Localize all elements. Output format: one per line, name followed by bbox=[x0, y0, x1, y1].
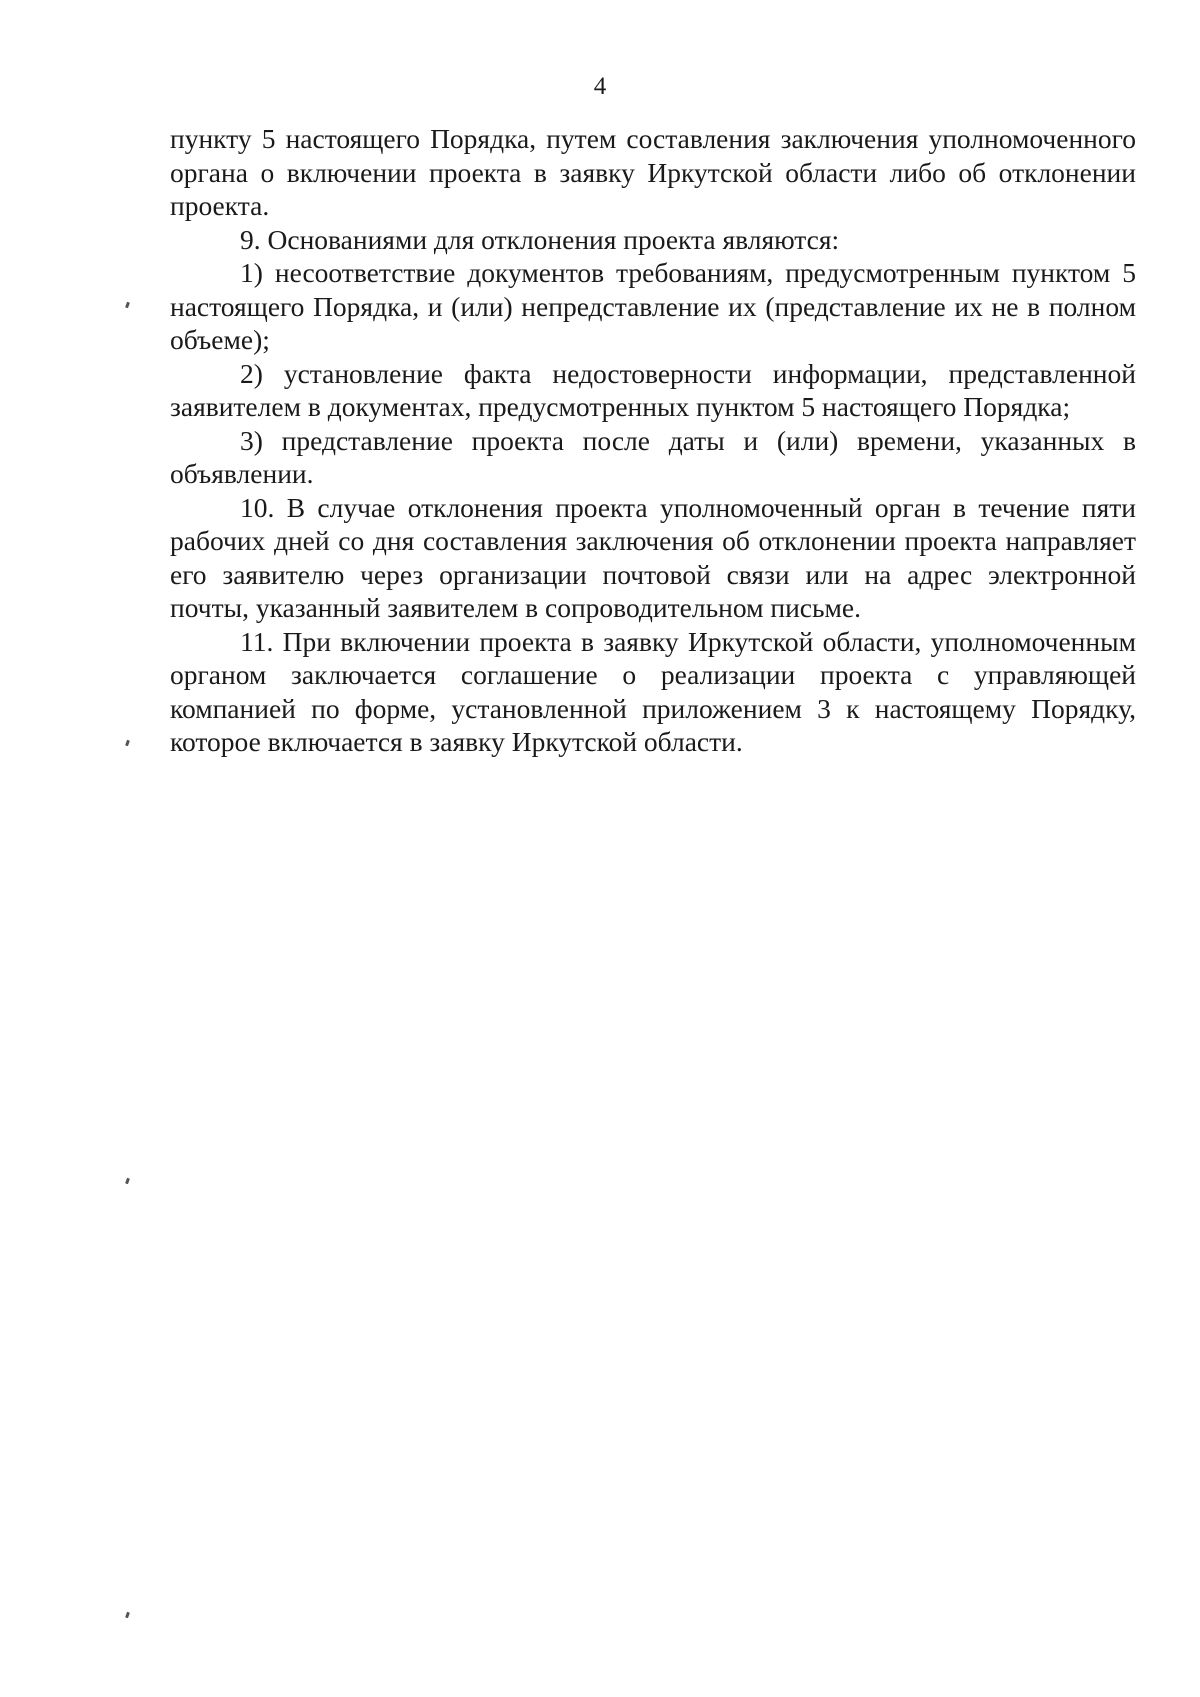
paragraph-11: 11. При включении проекта в заявку Иркутской области, уполномоченным органом заключается соглашение о реализации проекта с управляющей компанией по форме, установленной приложением 3 к настоящему Порядку, которое включается в заявку Иркутской области. bbox=[170, 625, 1136, 757]
paragraph-9: 9. Основаниями для отклонения проекта являются: bbox=[240, 223, 840, 255]
paragraph-continuation: пункту 5 настоящего Порядка, путем составления заключения уполномоченного органа о включении проекта в заявку Иркутской области либо об отклонении проекта. bbox=[170, 123, 1136, 221]
scan-speck bbox=[125, 1178, 130, 1185]
scan-speck bbox=[125, 302, 130, 309]
page-number: 4 bbox=[593, 73, 607, 100]
paragraph-9-item-3: 3) представление проекта после даты и (или) времени, указанных в объявлении. bbox=[170, 424, 1136, 489]
paragraph-9-item-2: 2) установление факта недостоверности информации, представленной заявителем в документах, предусмотренных пунктом 5 настоящего Порядка; bbox=[170, 357, 1136, 422]
paragraph-10: 10. В случае отклонения проекта уполномоченный орган в течение пяти рабочих дней со дня составления заключения об отклонении проекта направляет его заявителю через организации почтовой связи или на адрес электронной почты, указанный заявителем в сопроводительном письме. bbox=[170, 491, 1136, 623]
scan-speck bbox=[125, 740, 130, 747]
scan-speck bbox=[125, 1612, 130, 1619]
paragraph-9-item-1: 1) несоответствие документов требованиям, предусмотренным пунктом 5 настоящего Порядка, и (или) непредставление их (представление их не в полном объеме); bbox=[170, 257, 1136, 355]
document-body bbox=[170, 122, 1136, 759]
